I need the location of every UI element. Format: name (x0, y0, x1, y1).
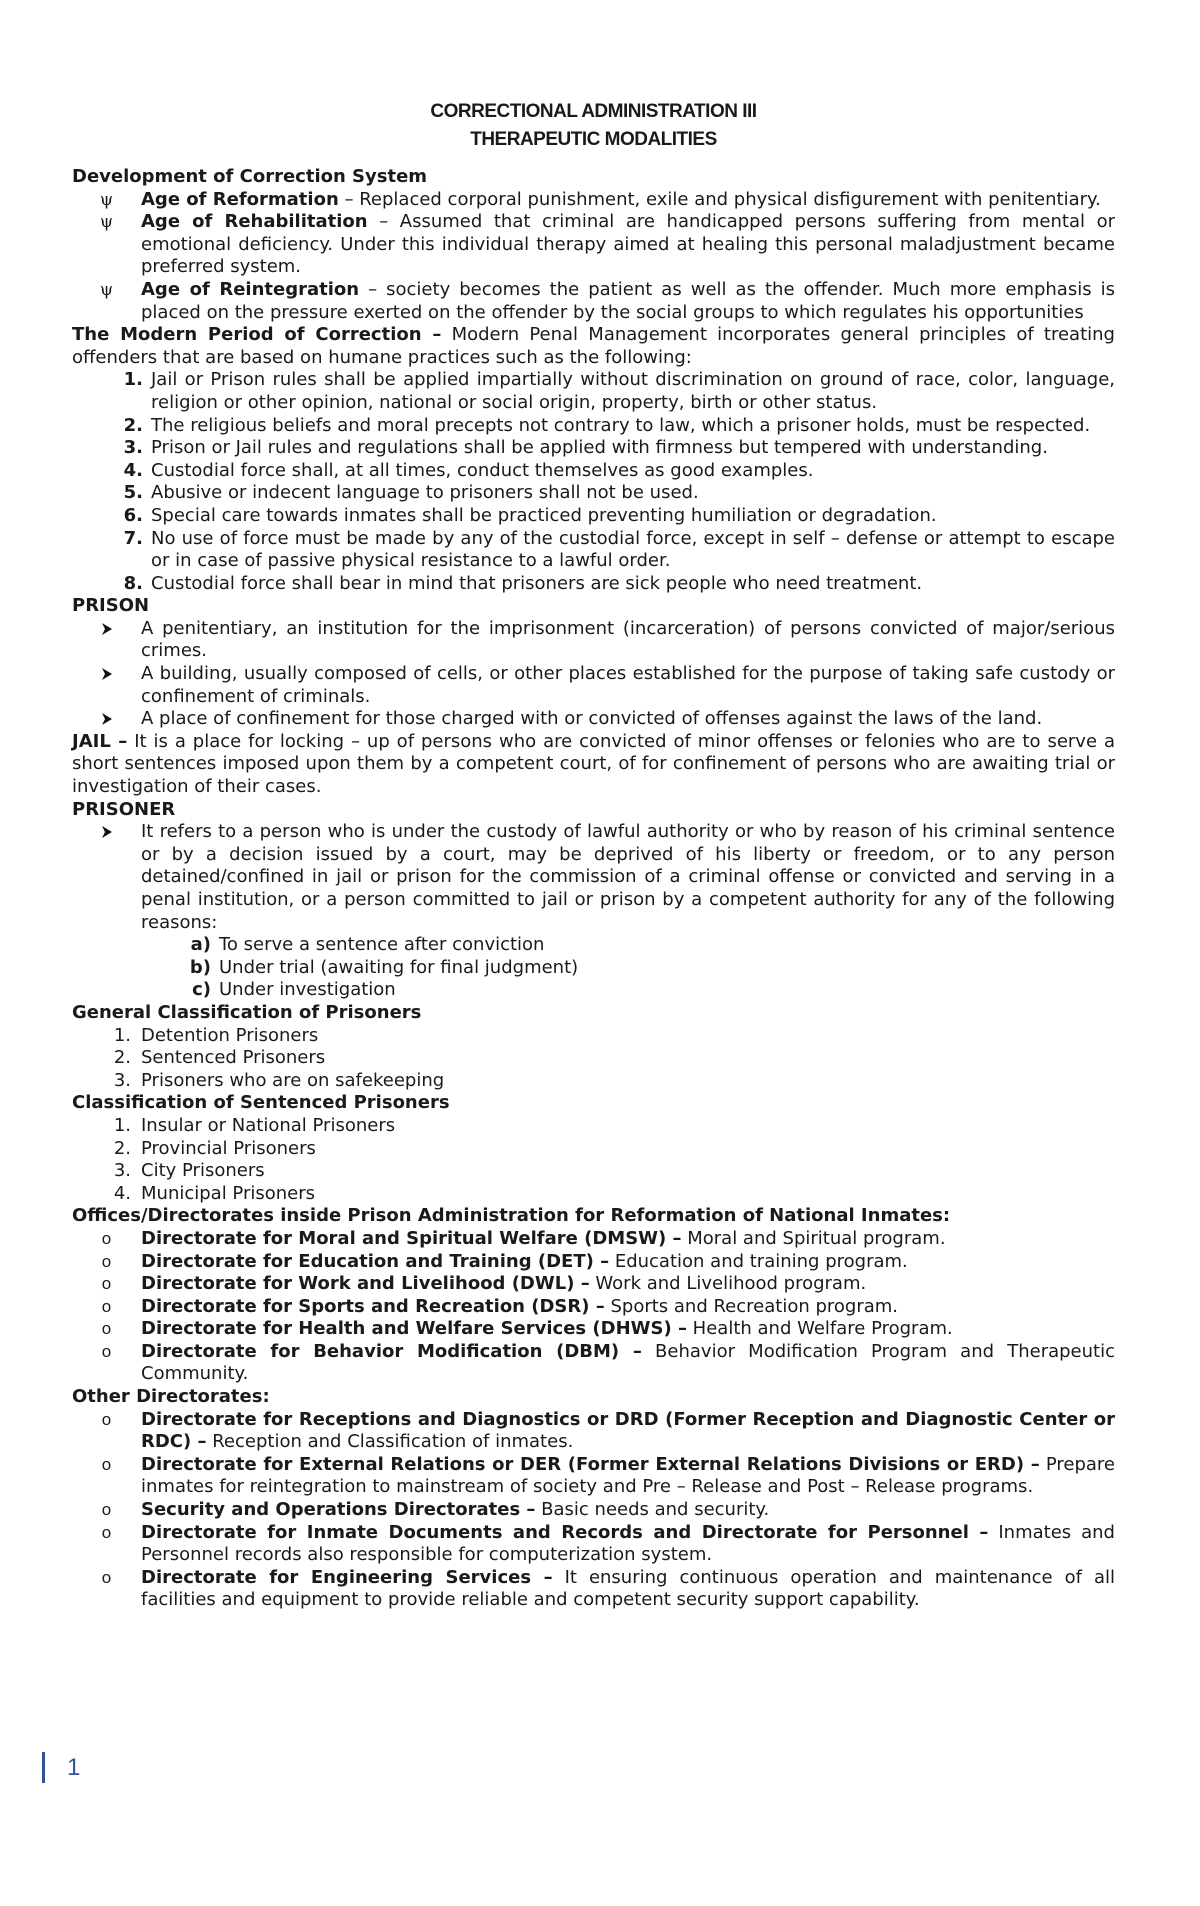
circle-bullet-icon: o (101, 1319, 112, 1339)
item-number: 8. (123, 572, 143, 594)
item-label: Directorate for Work and Livelihood (DWL) – (141, 1273, 590, 1295)
list-item (72, 1115, 1115, 1138)
circle-bullet-icon: o (101, 1522, 112, 1542)
item-number: 1. (113, 1024, 131, 1046)
item-number: 4. (113, 1182, 131, 1204)
list-item (72, 211, 1115, 279)
sentenced-classification-heading: Classification of Sentenced Prisoners (72, 1092, 450, 1114)
list-item (72, 821, 1115, 934)
prisoner-definition: It refers to a person who is under the custody of lawful authority or who by reason of his criminal sentence or by a decision issued by a court, may be deprived of his liberty or freedom, or to any person detained/confined in jail or prison for the commission of a criminal offense or convicted and serving in a penal institution, or a person committed to jail or prison by a competent authority for any of the following reasons: (141, 821, 1115, 933)
item-text: – Replaced corporal punishment, exile and physical disfigurement with penitentiary. (338, 188, 1101, 210)
prison-heading: PRISON (72, 595, 150, 617)
item-text: Prepare inmates for reintegration to mainstream of society and Pre – Release and Post – Release programs. (141, 1453, 1115, 1498)
general-classification-heading: General Classification of Prisoners (72, 1001, 422, 1023)
item-label: Directorate for Engineering Services – (141, 1566, 553, 1588)
modern-period-paragraph (72, 324, 1115, 369)
arrow-bullet-icon (72, 618, 141, 663)
item-text: Custodial force shall, at all times, conduct themselves as good examples. (151, 459, 814, 481)
other-directorates-heading: Other Directorates: (72, 1386, 270, 1408)
list-item (72, 1183, 1115, 1206)
list-item (72, 1273, 1115, 1296)
item-text: Provincial Prisoners (141, 1137, 316, 1159)
list-item (72, 1454, 1115, 1499)
jail-label: JAIL – (72, 730, 128, 752)
item-text: Abusive or indecent language to prisoners shall not be used. (151, 482, 699, 504)
item-text: Health and Welfare Program. (686, 1318, 953, 1340)
list-item (72, 1251, 1115, 1274)
item-text: – Assumed that criminal are handicapped persons suffering from mental or emotional deficiency. Under this individual therapy aimed at healing this personal maladjustment became preferred system. (141, 211, 1115, 278)
item-text: Reception and Classification of inmates. (206, 1431, 574, 1453)
item-text: A place of confinement for those charged with or convicted of offenses against the laws of the land. (141, 708, 1043, 730)
item-text: Insular or National Prisoners (141, 1114, 396, 1136)
list-item (72, 460, 1115, 483)
arrow-bullet-icon (72, 821, 141, 934)
item-text: Municipal Prisoners (141, 1182, 316, 1204)
modern-period-text: Modern Penal Management incorporates general principles of treating offenders that are based on humane practices such as the following: (72, 324, 1115, 368)
item-label: Directorate for Health and Welfare Services (DHWS) – (141, 1318, 687, 1340)
list-item (72, 1296, 1115, 1319)
item-number: 1. (123, 369, 143, 391)
item-text: No use of force must be made by any of the custodial force, except in self – defense or attempt to escape or in case of passive physical resistance to a lawful order. (151, 527, 1115, 572)
item-letter: c) (192, 979, 211, 1001)
offices-heading: Offices/Directorates inside Prison Administration for Reformation of National Inmates: (72, 1205, 951, 1227)
list-item (72, 1070, 1115, 1093)
circle-bullet-icon: o (101, 1409, 112, 1429)
list-item (72, 1499, 1115, 1522)
psi-bullet-icon: ψ (99, 279, 114, 300)
document-body (72, 98, 1115, 1612)
list-item (72, 1025, 1115, 1048)
circle-bullet-icon: o (101, 1567, 112, 1587)
item-text: Sports and Recreation program. (604, 1295, 899, 1317)
item-text: Education and training program. (609, 1250, 908, 1272)
item-number: 2. (113, 1137, 131, 1159)
item-number: 4. (123, 459, 143, 481)
list-item (72, 934, 1115, 957)
circle-bullet-icon: o (101, 1274, 112, 1294)
item-number: 1. (113, 1114, 131, 1136)
item-text: A penitentiary, an institution for the imprisonment (incarceration) of persons convicted of major/serious crimes. (141, 617, 1115, 662)
footer-accent-bar (42, 1752, 45, 1783)
list-item (72, 1318, 1115, 1341)
item-number: 6. (123, 504, 143, 526)
item-text: Custodial force shall bear in mind that prisoners are sick people who need treatment. (151, 572, 923, 594)
title-line-2: THERAPEUTIC MODALITIES (470, 129, 717, 150)
item-text: Prison or Jail rules and regulations shall be applied with firmness but tempered with understanding. (151, 437, 1048, 459)
item-number: 3. (113, 1069, 131, 1091)
item-text: Basic needs and security. (535, 1499, 770, 1521)
psi-bullet-icon: ψ (99, 212, 114, 233)
prisoner-heading: PRISONER (72, 798, 176, 820)
list-item (72, 618, 1115, 663)
item-label: Age of Rehabilitation (141, 211, 368, 233)
item-text: Inmates and Personnel records also responsible for computerization system. (141, 1521, 1115, 1566)
jail-paragraph (72, 731, 1115, 799)
item-label: Directorate for Moral and Spiritual Welfare (DMSW) – (141, 1227, 682, 1249)
item-label: Directorate for External Relations or DER (Former External Relations Divisions or ERD) – (141, 1453, 1040, 1475)
list-item (72, 1567, 1115, 1612)
item-text: Special care towards inmates shall be practiced preventing humiliation or degradation. (151, 504, 937, 526)
list-item (72, 1409, 1115, 1454)
list-item (72, 505, 1115, 528)
item-text: Moral and Spiritual program. (681, 1227, 946, 1249)
item-text: Prisoners who are on safekeeping (141, 1069, 445, 1091)
list-item (72, 1228, 1115, 1251)
psi-bullet-icon: ψ (99, 189, 114, 210)
item-text: – society becomes the patient as well as the offender. Much more emphasis is placed on the pressure exerted on the offender by the social groups to which regulates his opportunities (141, 278, 1115, 323)
list-item (72, 979, 1115, 1002)
list-item (72, 1138, 1115, 1161)
item-text: To serve a sentence after conviction (219, 934, 545, 956)
item-text: A building, usually composed of cells, or other places established for the purpose of taking safe custody or confinement of criminals. (141, 663, 1115, 707)
item-number: 7. (123, 527, 143, 549)
list-item (72, 415, 1115, 438)
item-letter: a) (190, 934, 211, 956)
item-number: 3. (113, 1160, 131, 1182)
item-number: 2. (113, 1047, 131, 1069)
jail-text: It is a place for locking – up of persons who are convicted of minor offenses or felonies who are to serve a short sentences imposed upon them by a competent court, of for confinement of persons who are awaiting trial or investigation of their cases. (72, 730, 1115, 798)
item-label: Age of Reformation (141, 188, 339, 210)
arrow-bullet-icon (72, 708, 141, 731)
list-item (72, 437, 1115, 460)
circle-bullet-icon: o (101, 1228, 112, 1248)
page-footer (42, 1752, 80, 1783)
item-number: 2. (123, 414, 143, 436)
item-number: 3. (123, 437, 143, 459)
item-label: Age of Reintegration (141, 278, 360, 300)
item-text: Behavior Modification Program and Therapeutic Community. (141, 1340, 1115, 1385)
item-label: Directorate for Sports and Recreation (DSR) – (141, 1295, 605, 1317)
list-item (72, 573, 1115, 596)
list-item (72, 279, 1115, 324)
list-item (72, 528, 1115, 573)
modern-period-label: The Modern Period of Correction – (72, 324, 442, 346)
arrow-bullet-icon (72, 663, 141, 708)
item-label: Directorate for Behavior Modification (DBM) – (141, 1340, 642, 1362)
title-line-1: CORRECTIONAL ADMINISTRATION III (430, 101, 757, 122)
item-text: City Prisoners (141, 1160, 265, 1182)
item-label: Security and Operations Directorates – (141, 1499, 536, 1521)
list-item (72, 482, 1115, 505)
development-heading: Development of Correction System (72, 166, 428, 187)
item-label: Directorate for Inmate Documents and Records and Directorate for Personnel – (141, 1521, 989, 1543)
item-text: Detention Prisoners (141, 1024, 319, 1046)
list-item (72, 957, 1115, 980)
item-text: The religious beliefs and moral precepts not contrary to law, which a prisoner holds, must be respected. (151, 414, 1091, 436)
item-letter: b) (189, 956, 211, 978)
item-label: Directorate for Education and Training (DET) – (141, 1250, 610, 1272)
item-text: It ensuring continuous operation and maintenance of all facilities and equipment to provide reliable and competent security support capability. (141, 1566, 1115, 1611)
item-text: Sentenced Prisoners (141, 1047, 326, 1069)
list-item (72, 1341, 1115, 1386)
list-item (72, 663, 1115, 708)
item-text: Work and Livelihood program. (589, 1273, 867, 1295)
list-item (72, 1160, 1115, 1183)
item-text: Under investigation (219, 979, 396, 1001)
circle-bullet-icon: o (101, 1341, 112, 1361)
list-item (72, 369, 1115, 414)
list-item (72, 1047, 1115, 1070)
list-item (72, 189, 1115, 212)
circle-bullet-icon: o (101, 1296, 112, 1316)
item-text: Jail or Prison rules shall be applied impartially without discrimination on ground of race, color, language, religion or other opinion, national or social origin, property, birth or other status. (151, 369, 1115, 413)
circle-bullet-icon: o (101, 1251, 112, 1271)
list-item (72, 1522, 1115, 1567)
circle-bullet-icon: o (101, 1454, 112, 1474)
page-number: 1 (67, 1753, 81, 1781)
document-title (72, 98, 1115, 154)
item-text: Under trial (awaiting for final judgment) (219, 956, 579, 978)
circle-bullet-icon: o (101, 1500, 112, 1520)
list-item (72, 708, 1115, 731)
item-number: 5. (123, 482, 143, 504)
item-label: Directorate for Receptions and Diagnostics or DRD (Former Reception and Diagnostic Center or RDC) – (141, 1408, 1115, 1453)
